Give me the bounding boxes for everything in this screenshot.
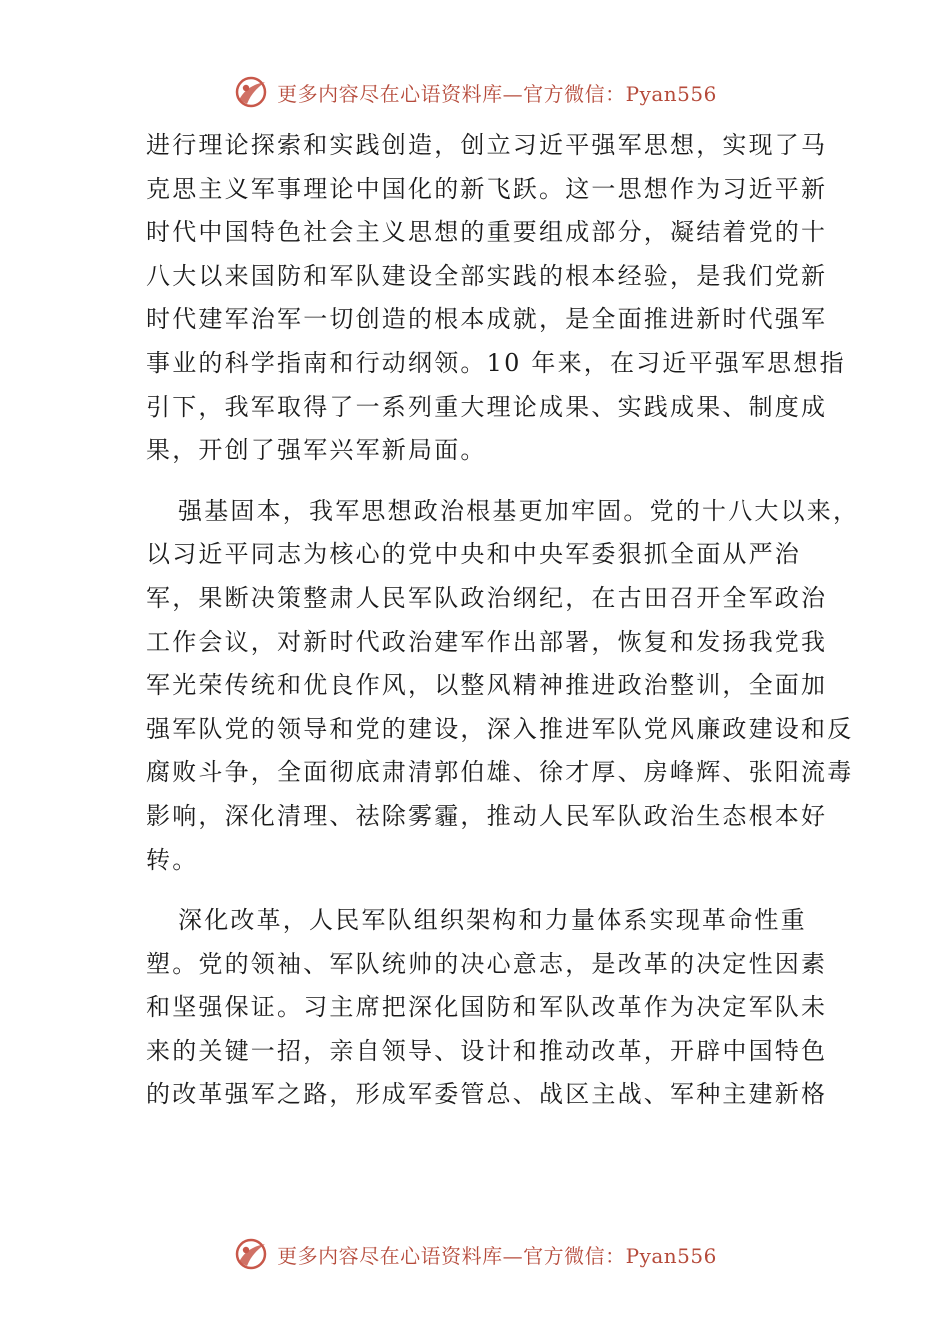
- text-line: 的改革强军之路，形成军委管总、战区主战、军种主建新格: [146, 1080, 828, 1109]
- text-line: 深化改革，人民军队组织架构和力量体系实现革命性重: [178, 906, 807, 935]
- text-line: 事业的科学指南和行动纲领。10 年来，在习近平强军思想指: [146, 348, 846, 377]
- brand-logo-icon: [233, 1236, 269, 1272]
- text-line: 影响，深化清理、祛除雾霾，推动人民军队政治生态根本好: [146, 801, 828, 830]
- text-line: 八大以来国防和军队建设全部实践的根本经验，是我们党新: [146, 261, 828, 290]
- text-line: 克思主义军事理论中国化的新飞跃。这一思想作为习近平新: [146, 174, 828, 203]
- text-line: 军，果断决策整肃人民军队政治纲纪，在古田召开全军政治: [146, 583, 828, 612]
- header-banner-text: 更多内容尽在心语资料库—官方微信：Pyan556: [277, 81, 717, 106]
- paragraph-3: [146, 899, 826, 1117]
- text-line: 时代中国特色社会主义思想的重要组成部分，凝结着党的十: [146, 218, 828, 247]
- text-line: 以习近平同志为核心的党中央和中央军委狠抓全面从严治: [146, 540, 801, 569]
- text-line: 进行理论探索和实践创造，创立习近平强军思想，实现了马: [146, 131, 828, 159]
- paragraph-2: [146, 490, 860, 882]
- text-line: 时代建军治军一切创造的根本成就，是全面推进新时代强军: [146, 305, 828, 334]
- page-header-banner: [0, 70, 950, 114]
- text-line: 果，开创了强军兴军新局面。: [146, 436, 487, 465]
- document-body: [146, 124, 860, 1134]
- text-line: 强军队党的领导和党的建设，深入推进军队党风廉政建设和反: [146, 714, 854, 743]
- text-line: 强基固本，我军思想政治根基更加牢固。党的十八大以来，: [178, 496, 860, 525]
- text-line: 引下，我军取得了一系列重大理论成果、实践成果、制度成: [146, 392, 828, 421]
- paragraph-1: [146, 124, 846, 473]
- text-line: 来的关键一招，亲自领导、设计和推动改革，开辟中国特色: [146, 1036, 828, 1065]
- page-footer-banner: [0, 1232, 950, 1276]
- text-line: 腐败斗争，全面彻底肃清郭伯雄、徐才厚、房峰辉、张阳流毒: [146, 758, 854, 787]
- footer-banner-text: 更多内容尽在心语资料库—官方微信：Pyan556: [277, 1243, 717, 1268]
- text-line: 工作会议，对新时代政治建军作出部署，恢复和发扬我党我: [146, 627, 828, 656]
- text-line: 转。: [146, 845, 199, 874]
- brand-logo-icon: [233, 74, 269, 110]
- text-line: 塑。党的领袖、军队统帅的决心意志，是改革的决定性因素: [146, 949, 828, 978]
- text-line: 军光荣传统和优良作风，以整风精神推进政治整训，全面加: [146, 671, 828, 700]
- text-line: 和坚强保证。习主席把深化国防和军队改革作为决定军队未: [146, 993, 828, 1022]
